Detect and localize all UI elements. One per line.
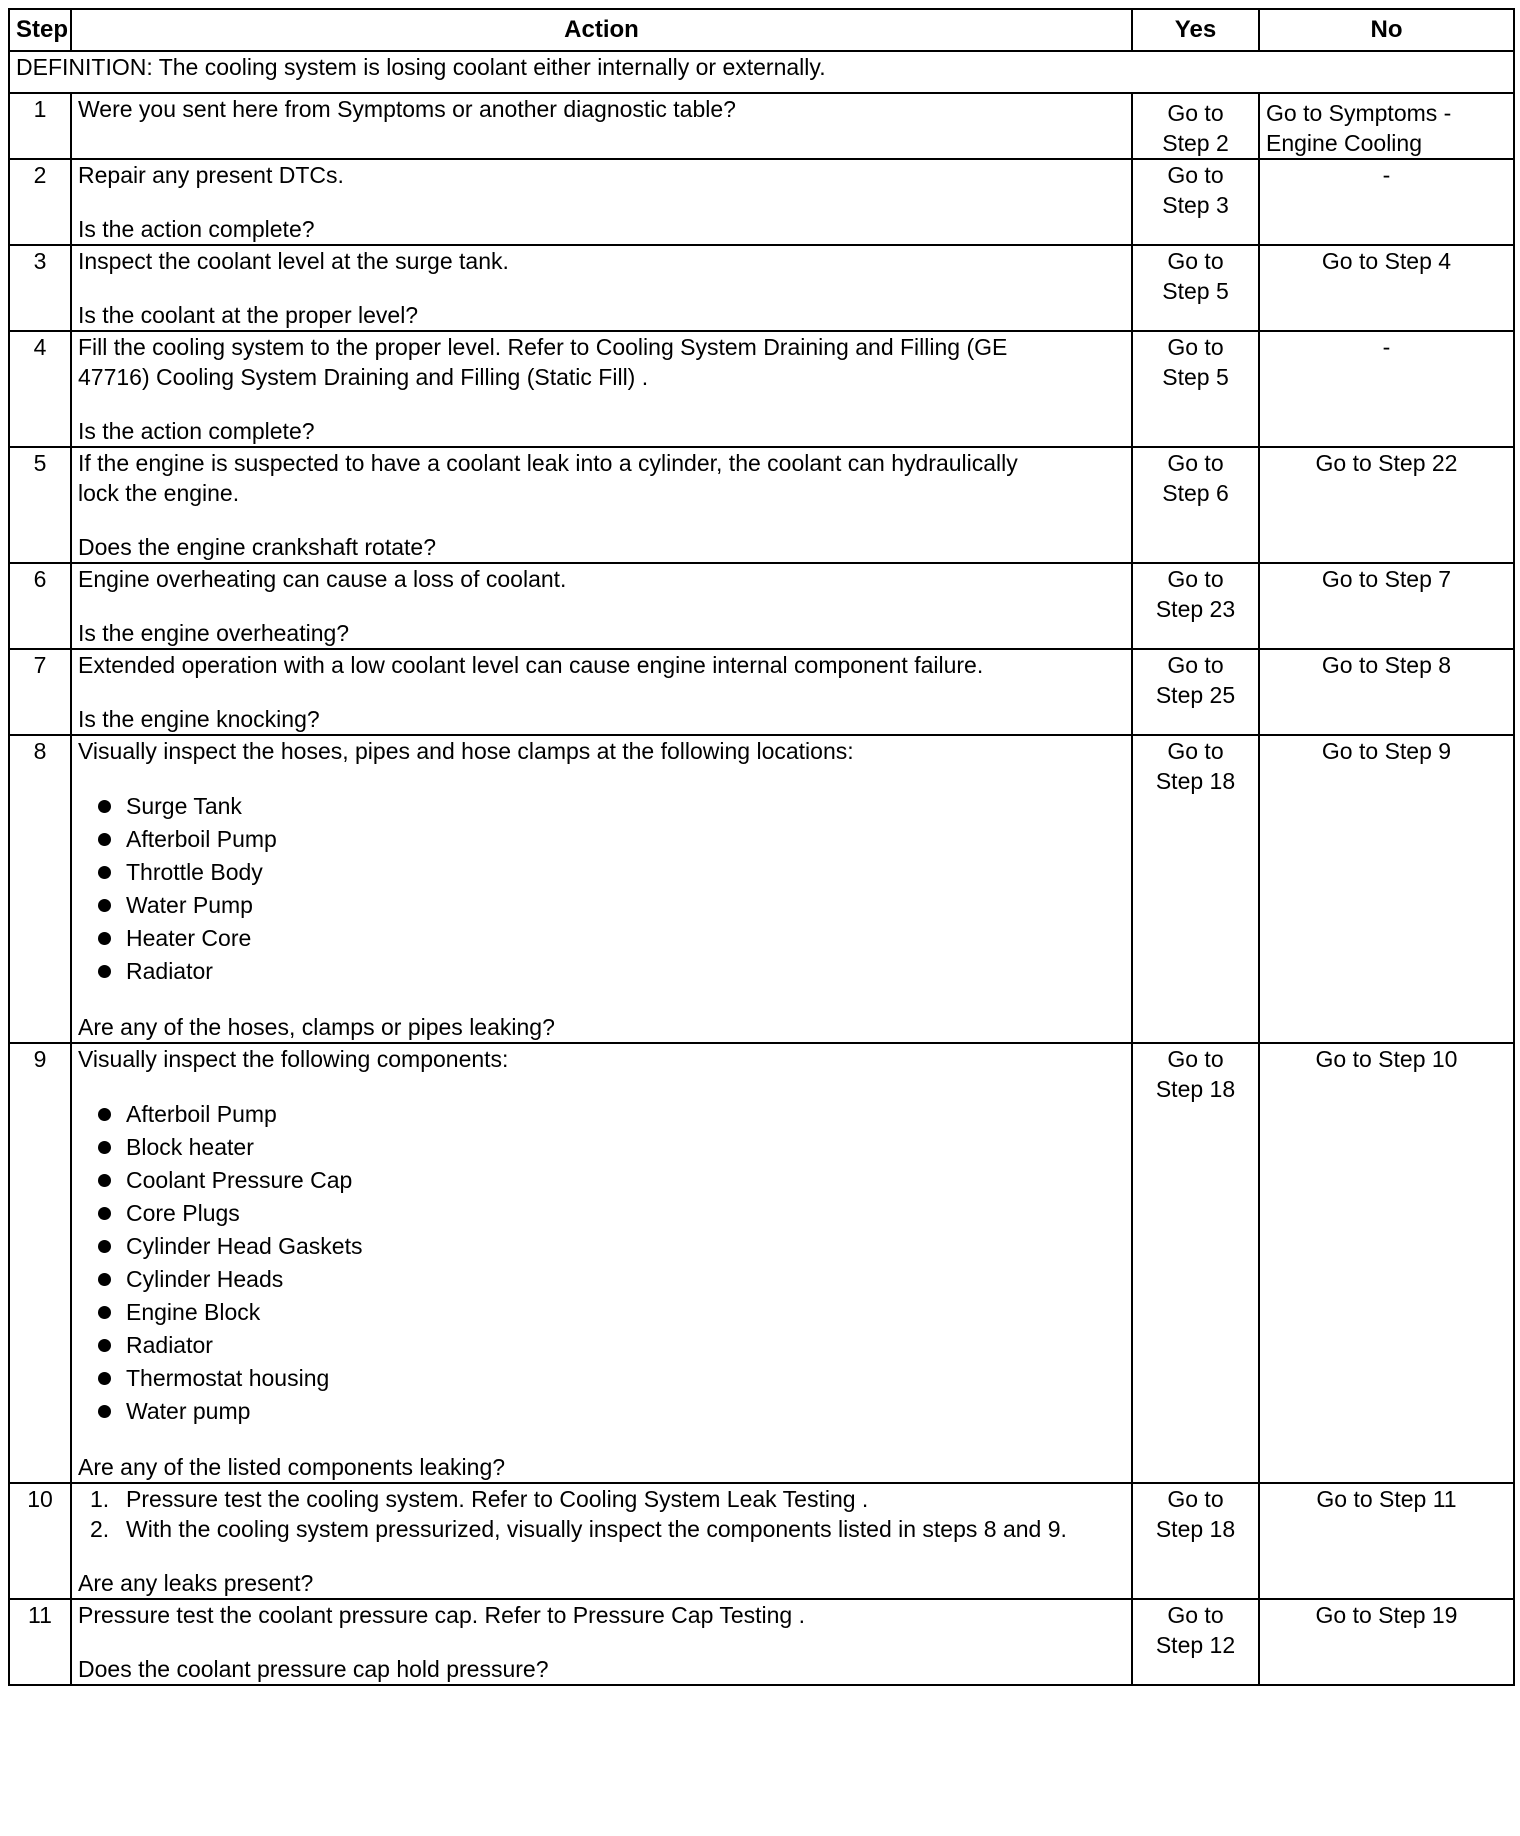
yes-text: Go to (1167, 1602, 1224, 1628)
yes-text: Step 23 (1155, 596, 1236, 622)
table-body (9, 51, 1514, 1685)
no-cell (1259, 331, 1514, 447)
item-text: With the cooling system pressurized, visually inspect the components listed in steps 8 and 9. (126, 1516, 1067, 1542)
question-text: Is the engine knocking? (78, 706, 320, 732)
bullet-list (78, 790, 1125, 988)
spacer (78, 1074, 1125, 1098)
spacer (78, 508, 1125, 532)
no-cell (1259, 245, 1514, 331)
bullet-item (98, 823, 1125, 856)
bullet-icon (98, 1405, 111, 1418)
header-yes: Yes (1132, 9, 1259, 51)
yes-text: Step 18 (1155, 1076, 1236, 1102)
yes-cell (1132, 649, 1259, 735)
bullet-icon (98, 899, 111, 912)
numbered-item (90, 1484, 1125, 1514)
action-cell (71, 93, 1132, 159)
action-text: lock the engine. (78, 480, 240, 506)
spacer (78, 276, 1125, 300)
bullet-text: Thermostat housing (126, 1365, 330, 1391)
action-text: 47716) Cooling System Draining and Filling (Static Fill) . (78, 364, 649, 390)
bullet-item (98, 1362, 1125, 1395)
header-row (9, 9, 1514, 51)
item-number: 1. (90, 1486, 110, 1512)
no-text: Engine Cooling (1266, 130, 1423, 156)
yes-text: Go to (1167, 566, 1224, 592)
bullet-icon (98, 833, 111, 846)
item-text: Pressure test the cooling system. Refer to Cooling System Leak Testing . (126, 1486, 869, 1512)
definition-row (9, 51, 1514, 93)
step-number: 9 (9, 1043, 71, 1483)
yes-text: Step 12 (1155, 1632, 1236, 1658)
action-text: Pressure test the coolant pressure cap. Refer to Pressure Cap Testing . (78, 1602, 805, 1628)
spacer (78, 1630, 1125, 1654)
action-text: Visually inspect the following components: (78, 1046, 509, 1072)
yes-text: Step 2 (1162, 130, 1229, 156)
yes-text: Step 6 (1162, 480, 1229, 506)
spacer (78, 594, 1125, 618)
no-cell (1259, 447, 1514, 563)
bullet-text: Afterboil Pump (126, 1101, 277, 1127)
bullet-item (98, 1131, 1125, 1164)
table-row (9, 159, 1514, 245)
bullet-text: Coolant Pressure Cap (126, 1167, 353, 1193)
yes-text: Step 18 (1155, 768, 1236, 794)
step-number: 7 (9, 649, 71, 735)
step-number: 11 (9, 1599, 71, 1685)
yes-cell (1132, 735, 1259, 1043)
step-number: 10 (9, 1483, 71, 1599)
question-text: Are any leaks present? (78, 1570, 314, 1596)
bullet-item (98, 955, 1125, 988)
no-cell (1259, 563, 1514, 649)
yes-text: Go to (1167, 738, 1224, 764)
bullet-icon (98, 1273, 111, 1286)
bullet-item (98, 1230, 1125, 1263)
bullet-text: Radiator (126, 958, 213, 984)
table-row (9, 1599, 1514, 1685)
step-number: 6 (9, 563, 71, 649)
bullet-text: Water Pump (126, 892, 253, 918)
action-cell (71, 331, 1132, 447)
no-text: Go to Symptoms - (1266, 100, 1452, 126)
yes-text: Go to (1167, 450, 1224, 476)
spacer (78, 766, 1125, 790)
action-text: Repair any present DTCs. (78, 162, 344, 188)
bullet-item (98, 856, 1125, 889)
bullet-item (98, 889, 1125, 922)
table-row (9, 1483, 1514, 1599)
yes-text: Step 5 (1162, 364, 1229, 390)
bullet-icon (98, 1141, 111, 1154)
bullet-item (98, 1263, 1125, 1296)
table-row (9, 735, 1514, 1043)
bullet-text: Cylinder Heads (126, 1266, 284, 1292)
bullet-icon (98, 1240, 111, 1253)
action-cell (71, 563, 1132, 649)
spacer (78, 1544, 1125, 1568)
action-text: If the engine is suspected to have a coolant leak into a cylinder, the coolant can hydraulically (78, 450, 1018, 476)
bullet-text: Surge Tank (126, 793, 242, 819)
table-row (9, 649, 1514, 735)
bullet-text: Afterboil Pump (126, 826, 277, 852)
yes-text: Step 25 (1155, 682, 1236, 708)
no-cell (1259, 1043, 1514, 1483)
bullet-text: Water pump (126, 1398, 251, 1424)
spacer (78, 680, 1125, 704)
definition-text: DEFINITION: The cooling system is losing coolant either internally or externally. (9, 51, 1514, 93)
action-cell (71, 245, 1132, 331)
step-number: 1 (9, 93, 71, 159)
question-text: Is the coolant at the proper level? (78, 302, 419, 328)
yes-text: Go to (1167, 162, 1224, 188)
bullet-item (98, 1395, 1125, 1428)
no-text: Go to Step 8 (1321, 652, 1452, 678)
bullet-icon (98, 932, 111, 945)
table-row (9, 245, 1514, 331)
table-row (9, 93, 1514, 159)
bullet-icon (98, 1207, 111, 1220)
no-cell (1259, 93, 1514, 159)
bullet-icon (98, 800, 111, 813)
question-text: Is the action complete? (78, 216, 315, 242)
spacer (78, 988, 1125, 1012)
bullet-icon (98, 965, 111, 978)
bullet-text: Block heater (126, 1134, 254, 1160)
step-number: 4 (9, 331, 71, 447)
question-text: Does the coolant pressure cap hold pressure? (78, 1656, 549, 1682)
yes-cell (1132, 159, 1259, 245)
table-row (9, 331, 1514, 447)
no-cell (1259, 735, 1514, 1043)
question-text: Does the engine crankshaft rotate? (78, 534, 437, 560)
yes-cell (1132, 245, 1259, 331)
bullet-icon (98, 1306, 111, 1319)
no-text: Go to Step 4 (1321, 248, 1452, 274)
yes-text: Go to (1167, 100, 1224, 126)
action-text: Were you sent here from Symptoms or another diagnostic table? (78, 96, 736, 122)
yes-text: Go to (1167, 1046, 1224, 1072)
question-text: Are any of the listed components leaking? (78, 1454, 506, 1480)
action-text: Inspect the coolant level at the surge tank. (78, 248, 509, 274)
diagnostic-table (8, 8, 1515, 1686)
numbered-list (78, 1484, 1125, 1544)
action-cell (71, 1599, 1132, 1685)
action-cell (71, 159, 1132, 245)
spacer (78, 190, 1125, 214)
bullet-text: Cylinder Head Gaskets (126, 1233, 363, 1259)
no-cell (1259, 1483, 1514, 1599)
bullet-item (98, 1098, 1125, 1131)
action-text: Engine overheating can cause a loss of coolant. (78, 566, 567, 592)
bullet-text: Core Plugs (126, 1200, 240, 1226)
yes-cell (1132, 447, 1259, 563)
no-text: Go to Step 22 (1315, 450, 1458, 476)
yes-text: Go to (1167, 248, 1224, 274)
bullet-text: Throttle Body (126, 859, 263, 885)
bullet-item (98, 1329, 1125, 1362)
no-text: Go to Step 7 (1321, 566, 1452, 592)
step-number: 5 (9, 447, 71, 563)
yes-cell (1132, 331, 1259, 447)
yes-text: Step 18 (1155, 1516, 1236, 1542)
action-cell (71, 649, 1132, 735)
no-text: Go to Step 9 (1321, 738, 1452, 764)
spacer (78, 1428, 1125, 1452)
step-number: 3 (9, 245, 71, 331)
numbered-item (90, 1514, 1125, 1544)
yes-cell (1132, 1043, 1259, 1483)
action-cell (71, 1043, 1132, 1483)
header-no: No (1259, 9, 1514, 51)
no-text: - (1382, 334, 1391, 360)
table-row (9, 1043, 1514, 1483)
table-row (9, 447, 1514, 563)
yes-cell (1132, 563, 1259, 649)
bullet-icon (98, 1108, 111, 1121)
spacer (78, 392, 1125, 416)
yes-text: Go to (1167, 1486, 1224, 1512)
yes-cell (1132, 1483, 1259, 1599)
no-text: Go to Step 10 (1315, 1046, 1458, 1072)
bullet-icon (98, 866, 111, 879)
yes-text: Go to (1167, 652, 1224, 678)
no-text: Go to Step 19 (1315, 1602, 1458, 1628)
header-action: Action (71, 9, 1132, 51)
no-cell (1259, 1599, 1514, 1685)
action-text: Visually inspect the hoses, pipes and hose clamps at the following locations: (78, 738, 854, 764)
yes-cell (1132, 93, 1259, 159)
action-text: Fill the cooling system to the proper level. Refer to Cooling System Draining and Filling (GE (78, 334, 1008, 360)
yes-text: Go to (1167, 334, 1224, 360)
yes-text: Step 5 (1162, 278, 1229, 304)
no-text: Go to Step 11 (1316, 1486, 1457, 1512)
no-cell (1259, 649, 1514, 735)
bullet-list (78, 1098, 1125, 1428)
header-step: Step (9, 9, 71, 51)
table-row (9, 563, 1514, 649)
bullet-item (98, 1197, 1125, 1230)
action-cell (71, 1483, 1132, 1599)
yes-cell (1132, 1599, 1259, 1685)
action-cell (71, 447, 1132, 563)
bullet-icon (98, 1174, 111, 1187)
bullet-item (98, 1164, 1125, 1197)
yes-text: Step 3 (1162, 192, 1229, 218)
question-text: Is the engine overheating? (78, 620, 350, 646)
item-number: 2. (90, 1516, 110, 1542)
bullet-text: Heater Core (126, 925, 252, 951)
bullet-icon (98, 1339, 111, 1352)
bullet-text: Engine Block (126, 1299, 261, 1325)
step-number: 8 (9, 735, 71, 1043)
action-cell (71, 735, 1132, 1043)
no-text: - (1382, 162, 1391, 188)
bullet-item (98, 790, 1125, 823)
bullet-icon (98, 1372, 111, 1385)
step-number: 2 (9, 159, 71, 245)
question-text: Is the action complete? (78, 418, 315, 444)
bullet-item (98, 922, 1125, 955)
action-text: Extended operation with a low coolant level can cause engine internal component failure. (78, 652, 984, 678)
question-text: Are any of the hoses, clamps or pipes leaking? (78, 1014, 555, 1040)
bullet-item (98, 1296, 1125, 1329)
no-cell (1259, 159, 1514, 245)
bullet-text: Radiator (126, 1332, 213, 1358)
